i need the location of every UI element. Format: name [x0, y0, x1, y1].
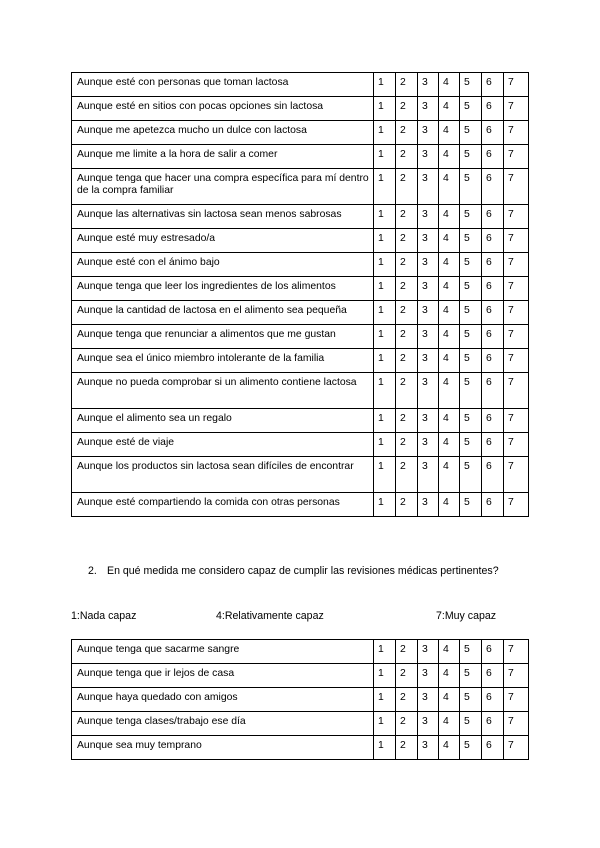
item-label: Aunque tenga que hacer una compra específica para mí dentro de la compra familiar [72, 169, 374, 205]
table-row [72, 409, 529, 433]
scale-option-2[interactable]: 2 [396, 145, 418, 169]
scale-option-6[interactable]: 6 [482, 640, 504, 664]
item-label: Aunque las alternativas sin lactosa sean menos sabrosas [72, 205, 374, 229]
scale-option-7[interactable]: 7 [504, 640, 529, 664]
scale-option-4[interactable]: 4 [439, 325, 460, 349]
scale-option-1[interactable]: 1 [374, 349, 396, 373]
scale-option-3[interactable]: 3 [418, 409, 439, 433]
scale-option-5[interactable]: 5 [460, 640, 482, 664]
scale-option-2[interactable]: 2 [396, 325, 418, 349]
scale-option-6[interactable]: 6 [482, 253, 504, 277]
scale-option-5[interactable]: 5 [460, 433, 482, 457]
scale-option-4[interactable]: 4 [439, 229, 460, 253]
scale-option-5[interactable]: 5 [460, 229, 482, 253]
scale-option-7[interactable]: 7 [504, 301, 529, 325]
scale-option-1[interactable]: 1 [374, 373, 396, 409]
self-efficacy-table-1 [71, 72, 529, 517]
scale-option-6[interactable]: 6 [482, 457, 504, 493]
scale-option-7[interactable]: 7 [504, 349, 529, 373]
scale-option-1[interactable]: 1 [374, 712, 396, 736]
scale-option-2[interactable]: 2 [396, 205, 418, 229]
table-row [72, 277, 529, 301]
scale-option-6[interactable]: 6 [482, 97, 504, 121]
scale-option-7[interactable]: 7 [504, 205, 529, 229]
scale-option-5[interactable]: 5 [460, 493, 482, 517]
question-2 [88, 565, 499, 577]
scale-option-6[interactable]: 6 [482, 493, 504, 517]
table-row [72, 145, 529, 169]
scale-option-6[interactable]: 6 [482, 229, 504, 253]
scale-option-5[interactable]: 5 [460, 145, 482, 169]
scale-option-7[interactable]: 7 [504, 121, 529, 145]
scale-option-1[interactable]: 1 [374, 433, 396, 457]
scale-option-1[interactable]: 1 [374, 205, 396, 229]
scale-option-4[interactable]: 4 [439, 373, 460, 409]
scale-option-6[interactable]: 6 [482, 736, 504, 760]
scale-option-1[interactable]: 1 [374, 640, 396, 664]
scale-option-2[interactable]: 2 [396, 73, 418, 97]
scale-option-1[interactable]: 1 [374, 493, 396, 517]
scale-option-1[interactable]: 1 [374, 97, 396, 121]
scale-option-5[interactable]: 5 [460, 169, 482, 205]
scale-option-3[interactable]: 3 [418, 349, 439, 373]
table-row [72, 640, 529, 664]
scale-option-4[interactable]: 4 [439, 457, 460, 493]
table-row [72, 736, 529, 760]
table-row [72, 97, 529, 121]
scale-option-4[interactable]: 4 [439, 736, 460, 760]
scale-option-1[interactable]: 1 [374, 301, 396, 325]
scale-option-5[interactable]: 5 [460, 736, 482, 760]
scale-option-6[interactable]: 6 [482, 712, 504, 736]
table-row [72, 457, 529, 493]
scale-option-2[interactable]: 2 [396, 712, 418, 736]
scale-option-2[interactable]: 2 [396, 277, 418, 301]
scale-option-5[interactable]: 5 [460, 73, 482, 97]
scale-option-2[interactable]: 2 [396, 229, 418, 253]
scale-option-4[interactable]: 4 [439, 433, 460, 457]
scale-option-6[interactable]: 6 [482, 145, 504, 169]
scale-option-5[interactable]: 5 [460, 457, 482, 493]
scale-option-6[interactable]: 6 [482, 73, 504, 97]
scale-option-7[interactable]: 7 [504, 73, 529, 97]
scale-option-6[interactable]: 6 [482, 121, 504, 145]
scale-option-3[interactable]: 3 [418, 325, 439, 349]
scale-option-1[interactable]: 1 [374, 688, 396, 712]
scale-option-5[interactable]: 5 [460, 688, 482, 712]
self-efficacy-table-2 [71, 639, 529, 760]
table-row [72, 229, 529, 253]
scale-option-1[interactable]: 1 [374, 277, 396, 301]
scale-option-3[interactable]: 3 [418, 229, 439, 253]
scale-option-7[interactable]: 7 [504, 493, 529, 517]
scale-option-7[interactable]: 7 [504, 736, 529, 760]
table-row [72, 301, 529, 325]
scale-option-1[interactable]: 1 [374, 121, 396, 145]
item-label: Aunque sea muy temprano [72, 736, 374, 760]
scale-option-3[interactable]: 3 [418, 301, 439, 325]
scale-option-5[interactable]: 5 [460, 664, 482, 688]
table-row [72, 73, 529, 97]
item-label: Aunque los productos sin lactosa sean difíciles de encontrar [72, 457, 374, 493]
scale-option-4[interactable]: 4 [439, 277, 460, 301]
scale-option-5[interactable]: 5 [460, 301, 482, 325]
scale-option-4[interactable]: 4 [439, 169, 460, 205]
scale-option-3[interactable]: 3 [418, 457, 439, 493]
item-label: Aunque esté muy estresado/a [72, 229, 374, 253]
scale-option-3[interactable]: 3 [418, 277, 439, 301]
scale-option-6[interactable]: 6 [482, 373, 504, 409]
scale-option-5[interactable]: 5 [460, 205, 482, 229]
scale-option-4[interactable]: 4 [439, 145, 460, 169]
scale-option-4[interactable]: 4 [439, 73, 460, 97]
scale-option-7[interactable]: 7 [504, 277, 529, 301]
table-row [72, 169, 529, 205]
table-row [72, 325, 529, 349]
scale-option-1[interactable]: 1 [374, 169, 396, 205]
scale-option-1[interactable]: 1 [374, 145, 396, 169]
question-text: En qué medida me considero capaz de cumplir las revisiones médicas pertinentes? [107, 565, 499, 577]
scale-option-6[interactable]: 6 [482, 433, 504, 457]
scale-option-7[interactable]: 7 [504, 457, 529, 493]
scale-option-5[interactable]: 5 [460, 373, 482, 409]
scale-option-2[interactable]: 2 [396, 373, 418, 409]
scale-option-7[interactable]: 7 [504, 145, 529, 169]
table-row [72, 205, 529, 229]
scale-option-4[interactable]: 4 [439, 121, 460, 145]
scale-option-1[interactable]: 1 [374, 736, 396, 760]
scale-option-3[interactable]: 3 [418, 712, 439, 736]
scale-option-2[interactable]: 2 [396, 664, 418, 688]
item-label: Aunque esté de viaje [72, 433, 374, 457]
scale-option-3[interactable]: 3 [418, 433, 439, 457]
item-label: Aunque haya quedado con amigos [72, 688, 374, 712]
scale-option-2[interactable]: 2 [396, 349, 418, 373]
scale-option-2[interactable]: 2 [396, 97, 418, 121]
table-row [72, 349, 529, 373]
scale-option-1[interactable]: 1 [374, 664, 396, 688]
scale-option-5[interactable]: 5 [460, 409, 482, 433]
scale-option-4[interactable]: 4 [439, 97, 460, 121]
scale-option-7[interactable]: 7 [504, 229, 529, 253]
table-row [72, 688, 529, 712]
scale-option-2[interactable]: 2 [396, 121, 418, 145]
scale-option-7[interactable]: 7 [504, 688, 529, 712]
scale-option-6[interactable]: 6 [482, 409, 504, 433]
scale-option-3[interactable]: 3 [418, 640, 439, 664]
scale-option-7[interactable]: 7 [504, 97, 529, 121]
scale-option-1[interactable]: 1 [374, 229, 396, 253]
question-number: 2. [88, 565, 97, 577]
table-row [72, 253, 529, 277]
scale-option-5[interactable]: 5 [460, 97, 482, 121]
item-label: Aunque esté con el ánimo bajo [72, 253, 374, 277]
scale-option-4[interactable]: 4 [439, 640, 460, 664]
scale-option-6[interactable]: 6 [482, 169, 504, 205]
scale-option-7[interactable]: 7 [504, 253, 529, 277]
item-label: Aunque tenga que leer los ingredientes de los alimentos [72, 277, 374, 301]
scale-option-2[interactable]: 2 [396, 736, 418, 760]
scale-option-3[interactable]: 3 [418, 73, 439, 97]
scale-option-4[interactable]: 4 [439, 712, 460, 736]
scale-option-3[interactable]: 3 [418, 97, 439, 121]
scale-option-4[interactable]: 4 [439, 664, 460, 688]
scale-option-7[interactable]: 7 [504, 373, 529, 409]
scale-option-1[interactable]: 1 [374, 253, 396, 277]
scale-option-3[interactable]: 3 [418, 736, 439, 760]
scale-option-5[interactable]: 5 [460, 253, 482, 277]
scale-option-2[interactable]: 2 [396, 433, 418, 457]
scale-option-7[interactable]: 7 [504, 712, 529, 736]
table-row [72, 433, 529, 457]
item-label: Aunque me limite a la hora de salir a comer [72, 145, 374, 169]
scale-option-7[interactable]: 7 [504, 325, 529, 349]
item-label: Aunque tenga clases/trabajo ese día [72, 712, 374, 736]
item-label: Aunque la cantidad de lactosa en el alimento sea pequeña [72, 301, 374, 325]
scale-option-1[interactable]: 1 [374, 409, 396, 433]
scale-option-5[interactable]: 5 [460, 349, 482, 373]
scale-option-5[interactable]: 5 [460, 277, 482, 301]
scale-option-2[interactable]: 2 [396, 688, 418, 712]
scale-option-6[interactable]: 6 [482, 205, 504, 229]
scale-option-3[interactable]: 3 [418, 493, 439, 517]
table-row [72, 121, 529, 145]
scale-option-3[interactable]: 3 [418, 253, 439, 277]
item-label: Aunque esté en sitios con pocas opciones sin lactosa [72, 97, 374, 121]
scale-option-3[interactable]: 3 [418, 169, 439, 205]
scale-option-6[interactable]: 6 [482, 349, 504, 373]
table-row [72, 712, 529, 736]
scale-option-1[interactable]: 1 [374, 73, 396, 97]
scale-option-7[interactable]: 7 [504, 433, 529, 457]
item-label: Aunque no pueda comprobar si un alimento contiene lactosa [72, 373, 374, 409]
scale-option-6[interactable]: 6 [482, 277, 504, 301]
item-label: Aunque tenga que renunciar a alimentos que me gustan [72, 325, 374, 349]
scale-option-3[interactable]: 3 [418, 121, 439, 145]
scale-option-4[interactable]: 4 [439, 253, 460, 277]
scale-option-3[interactable]: 3 [418, 373, 439, 409]
scale-option-5[interactable]: 5 [460, 121, 482, 145]
scale-option-3[interactable]: 3 [418, 688, 439, 712]
scale-option-2[interactable]: 2 [396, 493, 418, 517]
scale-option-6[interactable]: 6 [482, 325, 504, 349]
scale-option-2[interactable]: 2 [396, 640, 418, 664]
scale-option-2[interactable]: 2 [396, 301, 418, 325]
scale-option-7[interactable]: 7 [504, 664, 529, 688]
table-row [72, 493, 529, 517]
scale-option-3[interactable]: 3 [418, 664, 439, 688]
scale-option-6[interactable]: 6 [482, 301, 504, 325]
scale-option-1[interactable]: 1 [374, 457, 396, 493]
item-label: Aunque sea el único miembro intolerante de la familia [72, 349, 374, 373]
item-label: Aunque tenga que sacarme sangre [72, 640, 374, 664]
scale-option-2[interactable]: 2 [396, 409, 418, 433]
scale-option-5[interactable]: 5 [460, 325, 482, 349]
table-row [72, 373, 529, 409]
scale-option-7[interactable]: 7 [504, 409, 529, 433]
item-label: Aunque esté con personas que toman lactosa [72, 73, 374, 97]
scale-option-1[interactable]: 1 [374, 325, 396, 349]
scale-option-3[interactable]: 3 [418, 205, 439, 229]
scale-option-7[interactable]: 7 [504, 169, 529, 205]
scale-option-4[interactable]: 4 [439, 409, 460, 433]
scale-option-2[interactable]: 2 [396, 457, 418, 493]
scale-option-5[interactable]: 5 [460, 712, 482, 736]
scale-option-6[interactable]: 6 [482, 664, 504, 688]
item-label: Aunque el alimento sea un regalo [72, 409, 374, 433]
scale-option-4[interactable]: 4 [439, 301, 460, 325]
item-label: Aunque esté compartiendo la comida con otras personas [72, 493, 374, 517]
item-label: Aunque me apetezca mucho un dulce con lactosa [72, 121, 374, 145]
scale-option-2[interactable]: 2 [396, 253, 418, 277]
scale-option-2[interactable]: 2 [396, 169, 418, 205]
table-row [72, 664, 529, 688]
legend-high: 7:Muy capaz [436, 610, 497, 622]
scale-option-4[interactable]: 4 [439, 688, 460, 712]
scale-option-4[interactable]: 4 [439, 205, 460, 229]
scale-option-3[interactable]: 3 [418, 145, 439, 169]
item-label: Aunque tenga que ir lejos de casa [72, 664, 374, 688]
scale-option-6[interactable]: 6 [482, 688, 504, 712]
legend-mid: 4:Relativamente capaz [216, 610, 324, 622]
scale-option-4[interactable]: 4 [439, 493, 460, 517]
scale-option-4[interactable]: 4 [439, 349, 460, 373]
legend-low: 1:Nada capaz [71, 610, 137, 622]
